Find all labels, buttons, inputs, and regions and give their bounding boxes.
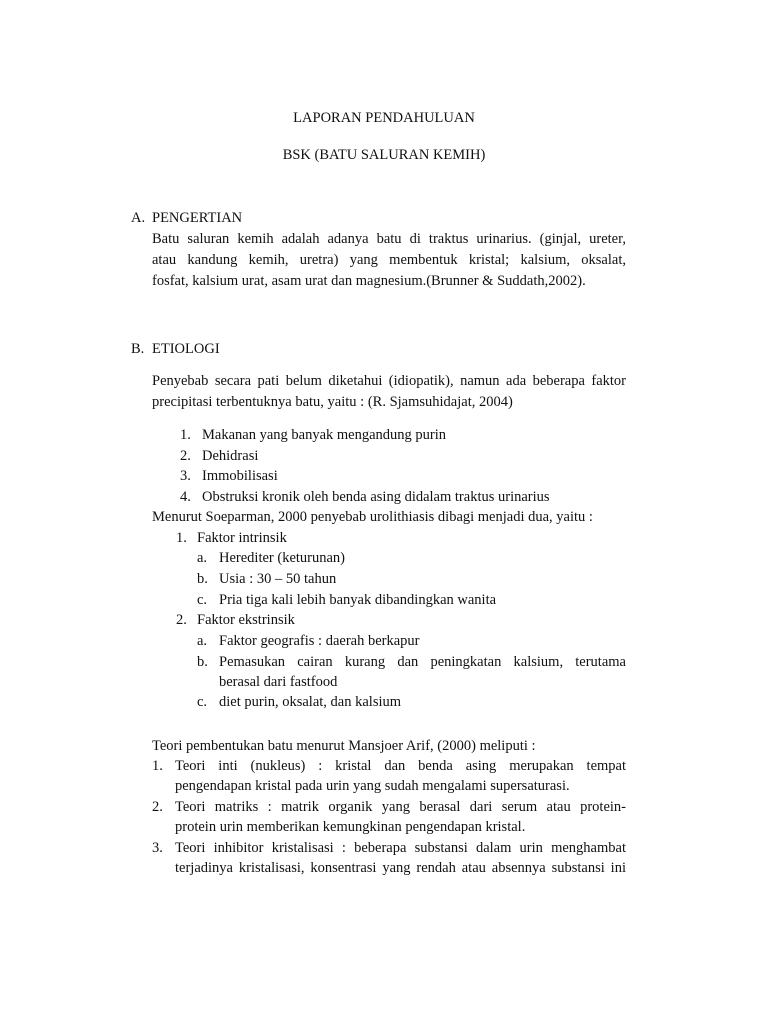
- document-title: LAPORAN PENDAHULUAN: [293, 110, 475, 126]
- section-b-marker: B.: [131, 341, 145, 357]
- factor-number: 3.: [180, 468, 191, 484]
- extrinsic-item-text: berasal dari fastfood: [219, 674, 338, 690]
- extrinsic-label: Faktor ekstrinsik: [197, 612, 295, 628]
- section-a-line: atau kandung kemih, uretra) yang membentuk kristal; kalsium, oksalat,: [152, 252, 626, 268]
- factor-text: Immobilisasi: [202, 468, 278, 484]
- section-b-heading: ETIOLOGI: [152, 341, 220, 357]
- extrinsic-item-letter: b.: [197, 654, 208, 670]
- intrinsic-number: 1.: [176, 530, 187, 546]
- section-a-heading: PENGERTIAN: [152, 210, 243, 226]
- theory-number: 3.: [152, 840, 163, 856]
- intrinsic-item-text: Herediter (keturunan): [219, 550, 346, 566]
- theory-line: pengendapan kristal pada urin yang sudah mengalami supersaturasi.: [175, 778, 570, 794]
- theory-line: Teori inti (nukleus) : kristal dan benda asing merupakan tempat: [175, 758, 626, 774]
- extrinsic-item-text: Faktor geografis : daerah berkapur: [219, 633, 420, 649]
- extrinsic-item-text: diet purin, oksalat, dan kalsium: [219, 694, 402, 710]
- factor-text: Obstruksi kronik oleh benda asing didalam traktus urinarius: [202, 489, 550, 505]
- soeparman-intro: Menurut Soeparman, 2000 penyebab urolithiasis dibagi menjadi dua, yaitu :: [152, 509, 593, 525]
- extrinsic-item-letter: c.: [197, 694, 208, 710]
- etiologi-intro-line: precipitasi terbentuknya batu, yaitu : (R. Sjamsuhidajat, 2004): [152, 394, 513, 410]
- factor-text: Dehidrasi: [202, 448, 259, 464]
- intrinsic-item-letter: b.: [197, 571, 208, 587]
- theory-line: Teori matriks : matrik organik yang berasal dari serum atau protein-: [175, 799, 626, 815]
- extrinsic-item-letter: a.: [197, 633, 208, 649]
- intrinsic-item-text: Usia : 30 – 50 tahun: [219, 571, 337, 587]
- section-a-line: fosfat, kalsium urat, asam urat dan magnesium.(Brunner & Suddath,2002).: [152, 273, 586, 289]
- theory-number: 2.: [152, 799, 163, 815]
- theory-line: terjadinya kristalisasi, konsentrasi yang rendah atau absennya substansi ini: [175, 860, 626, 876]
- document-subtitle: BSK (BATU SALURAN KEMIH): [282, 147, 486, 163]
- intrinsic-item-text: Pria tiga kali lebih banyak dibandingkan wanita: [219, 592, 497, 608]
- section-a-line: Batu saluran kemih adalah adanya batu di traktus urinarius. (ginjal, ureter,: [152, 231, 626, 247]
- theory-intro: Teori pembentukan batu menurut Mansjoer Arif, (2000) meliputi :: [152, 738, 536, 754]
- extrinsic-number: 2.: [176, 612, 187, 628]
- theory-line: protein urin memberikan kemungkinan pengendapan kristal.: [175, 819, 526, 835]
- theory-line: Teori inhibitor kristalisasi : beberapa substansi dalam urin menghambat: [175, 840, 626, 856]
- factor-number: 1.: [180, 427, 191, 443]
- etiologi-intro-line: Penyebab secara pati belum diketahui (idiopatik), namun ada beberapa faktor: [152, 373, 626, 389]
- factor-number: 4.: [180, 489, 191, 505]
- factor-text: Makanan yang banyak mengandung purin: [202, 427, 447, 443]
- intrinsic-label: Faktor intrinsik: [197, 530, 287, 546]
- intrinsic-item-letter: a.: [197, 550, 208, 566]
- extrinsic-item-text: Pemasukan cairan kurang dan peningkatan kalsium, terutama: [219, 654, 626, 670]
- theory-number: 1.: [152, 758, 163, 774]
- factor-number: 2.: [180, 448, 191, 464]
- section-a-marker: A.: [131, 210, 146, 226]
- intrinsic-item-letter: c.: [197, 592, 208, 608]
